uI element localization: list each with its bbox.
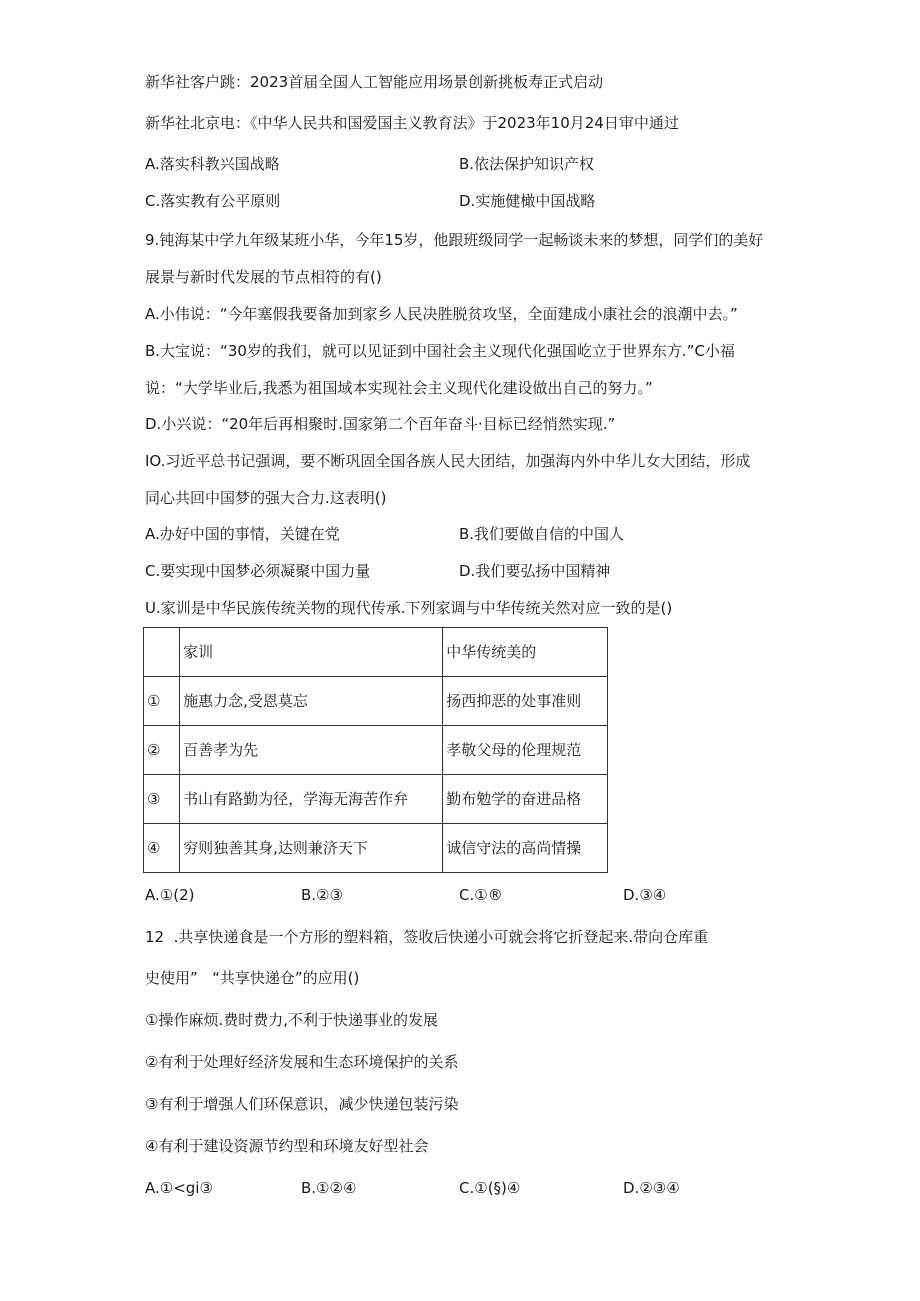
q10-option-a: A.办好中国的事情，关键在党 <box>145 525 340 543</box>
table-cell: 书山有路勤为径，学海无海苦作弁 <box>180 775 443 824</box>
table-cell: 百善孝为先 <box>180 726 443 775</box>
table-header-row <box>144 628 608 677</box>
table-cell: 施惠力念,受恩莫忘 <box>180 677 443 726</box>
q11-option-a: A.①(2) <box>145 886 195 904</box>
q10-stem-line-2: 同心共回中国梦的强大合力.这表明() <box>145 489 387 507</box>
table-row <box>144 726 608 775</box>
q12-stem-line-2: 史使用” “共享快递仓”的应用() <box>145 969 360 987</box>
q11-table <box>143 627 608 873</box>
table-cell: 勤布勉学的奋进品格 <box>443 775 608 824</box>
news-headline-1: 新华社客户跳：2023首届全国人工智能应用场景创新挑板寿正式启动 <box>145 73 604 91</box>
table-cell: 扬西抑恶的处事准则 <box>443 677 608 726</box>
q12-stem-line-1: 12 .共享快递食是一个方形的塑料箱，签收后快递小可就会将它折登起来.带向仓库重 <box>145 928 709 946</box>
table-row <box>144 824 608 873</box>
table-cell: ④ <box>144 824 180 873</box>
q8-option-b: B.依法保护知识产权 <box>459 155 595 173</box>
q12-option-d: D.②③④ <box>623 1179 680 1197</box>
q8-option-d: D.实施健橄中国战略 <box>459 192 596 210</box>
q10-option-b: B.我们要做自信的中国人 <box>459 525 625 543</box>
q12-option-b: B.①②④ <box>301 1179 357 1197</box>
q9-stem-line-1: 9.钝海某中学九年级某班小华，今年15岁，他跟班级同学一起畅谈未来的梦想，同学们的美好 <box>145 231 764 249</box>
q12-statement-4: ④有利于建设资源节约型和环境友好型社会 <box>145 1137 429 1155</box>
q11-option-c: C.①® <box>459 886 503 904</box>
table-cell: ② <box>144 726 180 775</box>
q12-option-c: C.①(§)④ <box>459 1179 521 1197</box>
table-cell: 孝敬父母的伦理规范 <box>443 726 608 775</box>
q9-option-d: D.小兴说：“20年后再相聚时.国家第二个百年奋斗·目标已经悄然实现.” <box>145 415 616 433</box>
q9-option-c: 说：“大学毕业后,我悉为祖国域本实现社会主义现代化建设做出自己的努力。” <box>145 379 653 397</box>
q10-stem-line-1: IO.习近平总书记强调，要不断巩固全国各族人民大团结，加强海内外中华儿女大团结，形成 <box>145 452 751 470</box>
q12-option-a: A.①<gi③ <box>145 1179 213 1197</box>
table-header-cell: 中华传统美的 <box>443 628 608 677</box>
q10-option-d: D.我们要弘扬中国精神 <box>459 562 611 580</box>
q11-option-b: B.②③ <box>301 886 343 904</box>
q11-stem: U.家训是中华民族传统关物的现代传承.下列家调与中华传统关然对应一致的是() <box>145 599 673 617</box>
table-row <box>144 775 608 824</box>
q8-option-c: C.落实教有公平原则 <box>145 192 281 210</box>
q9-option-a: A.小伟说：“今年塞假我要备加到家乡人民决胜脱贫攻坚，全面建成小康社会的浪潮中去。” <box>145 305 738 323</box>
q11-option-d: D.③④ <box>623 886 667 904</box>
q9-stem-line-2: 展景与新时代发展的节点相符的有() <box>145 268 382 286</box>
q12-statement-1: ①操作麻烦.费时费力,不利于快递事业的发展 <box>145 1011 438 1029</box>
table-header-cell <box>144 628 180 677</box>
table-cell: ③ <box>144 775 180 824</box>
table-header-cell: 家训 <box>180 628 443 677</box>
table-cell: 穷则独善其身,达则兼济天下 <box>180 824 443 873</box>
table-row <box>144 677 608 726</box>
q10-option-c: C.要实现中国梦必须凝聚中国力量 <box>145 562 371 580</box>
news-headline-2: 新华社北京电：《中华人民共和国爱国主义教育法》于2023年10月24日审中通过 <box>145 114 679 132</box>
q12-statement-3: ③有利于增强人们环保意识，减少快递包装污染 <box>145 1095 459 1113</box>
q9-option-b: B.大宝说：“30岁的我们，就可以见证到中国社会主义现代化强国屹立于世界东方.”C小福 <box>145 342 735 360</box>
table-cell: 诚信守法的高尚情操 <box>443 824 608 873</box>
q8-option-a: A.落实科教兴国战略 <box>145 155 280 173</box>
q12-statement-2: ②有利于处理好经济发展和生态环境保护的关系 <box>145 1053 459 1071</box>
table-cell: ① <box>144 677 180 726</box>
